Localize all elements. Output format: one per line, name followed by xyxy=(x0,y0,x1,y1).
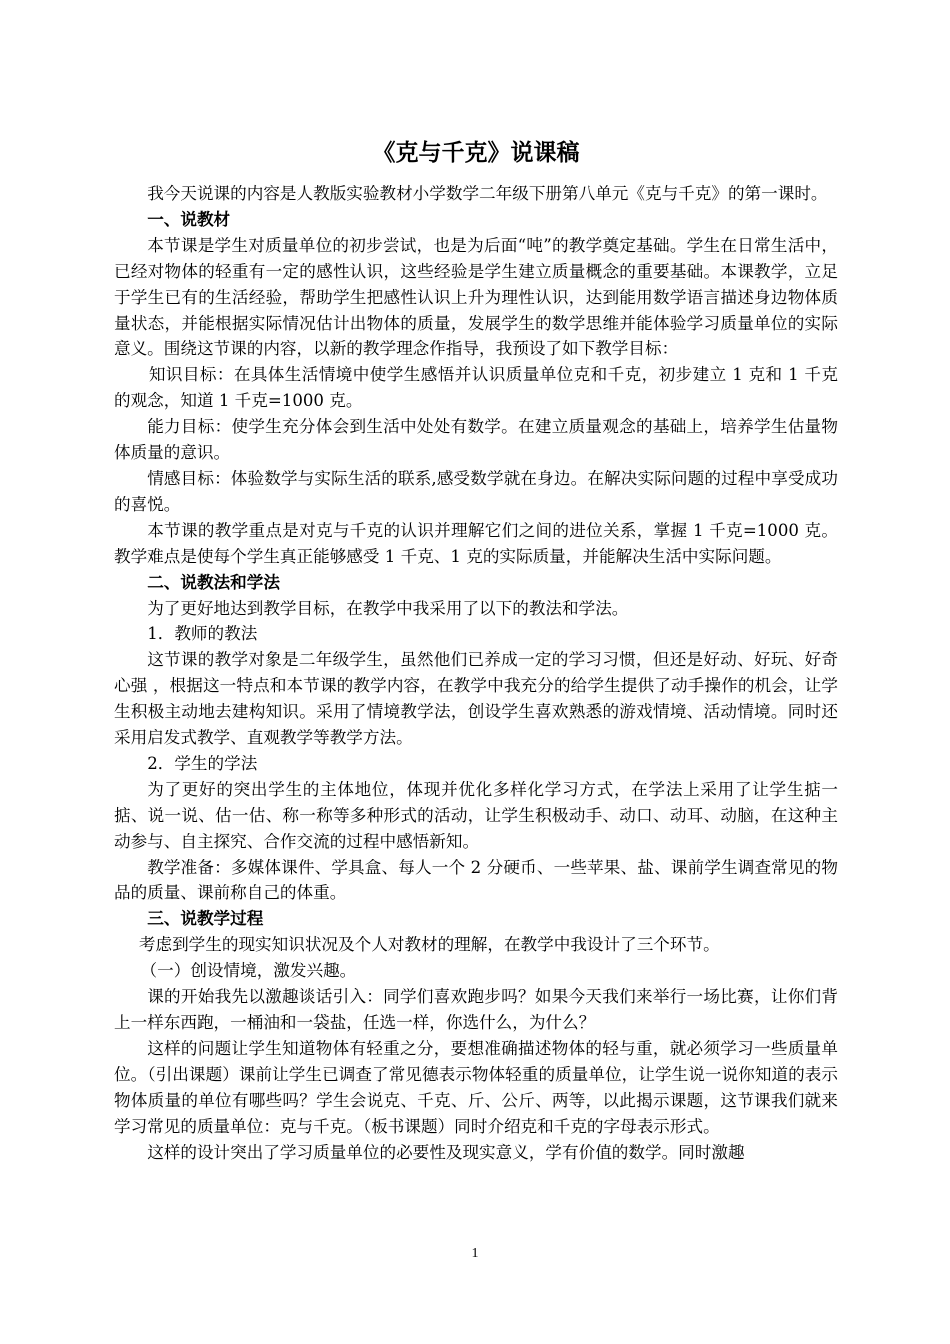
paragraph: 考虑到学生的现实知识状况及个人对教材的理解，在教学中我设计了三个环节。 xyxy=(138,935,720,955)
page-number: 1 xyxy=(471,1246,479,1261)
paragraph-ability-goal: 能力目标：使学生充分体会到生活中处处有数学。在建立质量观念的基础上，培养学生估量物体质量的意识。 xyxy=(114,417,838,463)
paragraph: 为了更好的突出学生的主体地位，体现并优化多样化学习方式，在学法上采用了让学生掂一掂、说一说、估一估、称一称等多种形式的活动，让学生积极动手、动口、动耳、动脑，在这种主动参与、自主探究、合作交流的过程中感悟新知。 xyxy=(114,779,838,851)
paragraph-knowledge-goal: 知识目标：在具体生活情境中使学生感悟并认识质量单位克和千克，初步建立 1 克和 1 千克的观念，知道 1 千克=1000 克。 xyxy=(114,365,838,411)
section-heading-3: 三、说教学过程 xyxy=(147,909,264,929)
section-heading-2: 二、说教法和学法 xyxy=(147,572,280,592)
paragraph-key-points: 本节课的教学重点是对克与千克的认识并理解它们之间的进位关系，掌握 1 千克=1000 克。教学难点是使每个学生真正能够感受 1 千克、1 克的实际质量，并能解决生活中实际问题。 xyxy=(114,520,838,566)
paragraph: 这样的设计突出了学习质量单位的必要性及现实意义，学有价值的数学。同时激趣 xyxy=(147,1142,745,1162)
subheading-step-1: （一）创设情境，激发兴趣。 xyxy=(140,961,357,981)
paragraph-emotion-goal: 情感目标：体验数学与实际生活的联系,感受数学就在身边。在解决实际问题的过程中享受成功的喜悦。 xyxy=(114,468,838,514)
subheading-teaching-method: 1．教师的教法 xyxy=(147,624,258,644)
document-title: 《克与千克》说课稿 xyxy=(372,140,580,166)
paragraph: 课的开始我先以激趣谈话引入：同学们喜欢跑步吗？如果今天我们来举行一场比赛，让你们背上一样东西跑，一桶油和一袋盐，任选一样，你选什么，为什么？ xyxy=(114,987,838,1032)
subheading-learning-method: 2．学生的学法 xyxy=(147,753,258,773)
paragraph: 这样的问题让学生知道物体有轻重之分，要想准确描述物体的轻与重，就必须学习一些质量单位。（引出课题）课前让学生已调查了常见德表示物体轻重的质量单位，让学生说一说你知道的表示物体质量的单位有哪些吗？学生会说克、千克、斤、公斤、两等，以此揭示课题，这节课我们就来学习常见的质量单位：克与千克。（板书课题）同时介绍克和千克的字母表示形式。 xyxy=(114,1038,838,1136)
section-heading-1: 一、说教材 xyxy=(147,209,231,229)
paragraph: 为了更好地达到教学目标，在教学中我采用了以下的教法和学法。 xyxy=(147,598,629,618)
paragraph-intro: 我今天说课的内容是人教版实验教材小学数学二年级下册第八单元《克与千克》的第一课时。 xyxy=(147,184,828,203)
paragraph: 本节课是学生对质量单位的初步尝试，也是为后面“吨”的教学奠定基础。学生在日常生活中，已经对物体的轻重有一定的感性认识，这些经验是学生建立质量概念的重要基础。本课教学，立足于学生已有的生活经验，帮助学生把感性认识上升为理性认识，达到能用数学语言描述身边物体质量状态，并能根据实际情况估计出物体的质量，发展学生的数学思维并能体验学习质量单位的实际意义。围绕这节课的内容，以新的教学理念作指导，我预设了如下教学目标： xyxy=(114,235,838,359)
paragraph-preparation: 教学准备：多媒体课件、学具盒、每人一个 2 分硬币、一些苹果、盐、课前学生调查常见的物品的质量、课前称自己的体重。 xyxy=(114,857,838,903)
document-body xyxy=(114,181,838,1165)
paragraph: 这节课的教学对象是二年级学生，虽然他们已养成一定的学习习惯，但还是好动、好玩、好奇心强 ，根据这一特点和本节课的教学内容，在教学中我充分的给学生提供了动手操作的机会，让学生积极主动地去建构知识。采用了情境教学法，创设学生喜欢熟悉的游戏情境、活动情境。同时还采用启发式教学、直观教学等教学方法。 xyxy=(114,650,838,748)
